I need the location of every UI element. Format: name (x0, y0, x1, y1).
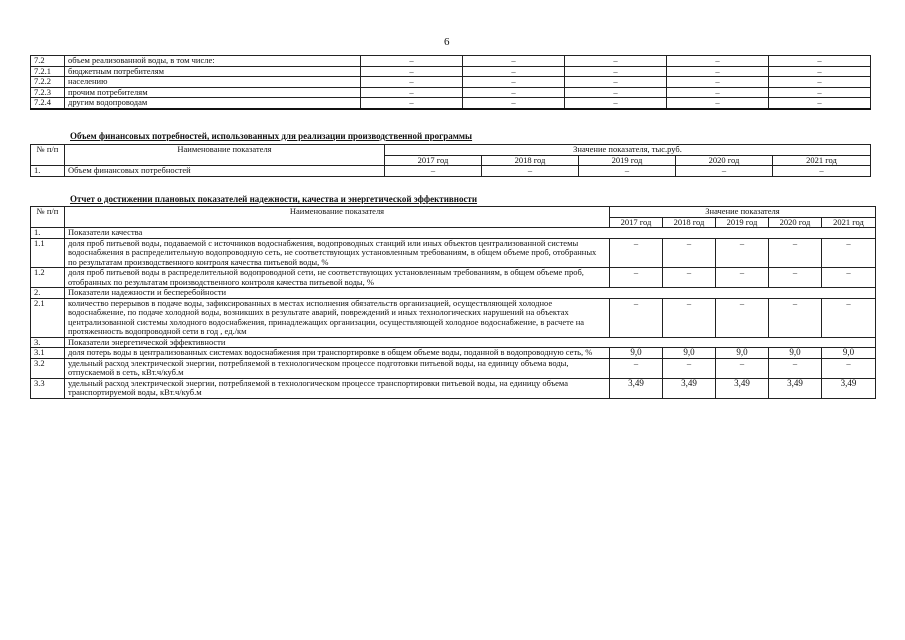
row-value: – (463, 77, 565, 88)
row-value: – (361, 66, 463, 77)
table-row (31, 166, 871, 177)
row-value: – (565, 56, 667, 67)
row-number: 1.2 (31, 268, 65, 288)
section-title: Показатели энергетической эффективности (65, 337, 876, 348)
table-row (31, 358, 876, 378)
row-value: – (667, 77, 769, 88)
row-number: 3.3 (31, 378, 65, 398)
row-number: 2.1 (31, 298, 65, 337)
row-value: – (716, 298, 769, 337)
row-value: – (769, 77, 871, 88)
row-name: другим водопроводам (65, 98, 361, 109)
row-value: – (769, 87, 871, 98)
row-value: – (610, 238, 663, 268)
header-no: № п/п (31, 145, 65, 166)
row-number: 7.2.3 (31, 87, 65, 98)
header-name: Наименование показателя (65, 207, 610, 228)
row-value: – (463, 98, 565, 109)
row-value: – (663, 238, 716, 268)
header-value: Значение показателя (610, 207, 876, 218)
indicators-table (30, 206, 876, 399)
row-number: 1. (31, 166, 65, 177)
row-value: – (663, 268, 716, 288)
row-value: – (769, 298, 822, 337)
row-value: – (463, 87, 565, 98)
row-value: 9,0 (822, 348, 876, 359)
year-header: 2021 год (822, 217, 876, 228)
row-value: – (610, 298, 663, 337)
row-number: 1. (31, 228, 65, 239)
row-number: 3. (31, 337, 65, 348)
row-value: – (361, 77, 463, 88)
row-value: – (361, 56, 463, 67)
year-header: 2021 год (773, 155, 871, 166)
header-name: Наименование показателя (65, 145, 385, 166)
row-value: 3,49 (769, 378, 822, 398)
table-row (31, 348, 876, 359)
year-header: 2019 год (716, 217, 769, 228)
section-row (31, 288, 876, 299)
water-sales-table (30, 55, 871, 110)
row-value: – (667, 56, 769, 67)
row-name: удельный расход электрической энергии, потребляемой в технологическом процессе подготовки питьевой воды, на единицу объема воды, отпускаемой в сеть, кВт.ч/куб.м (65, 358, 610, 378)
row-value: – (610, 358, 663, 378)
row-name: Объем финансовых потребностей (65, 166, 385, 177)
row-value: – (769, 268, 822, 288)
row-name: доля проб питьевой воды в распределительной водопроводной сети, не соответствующих установленным требованиям, в общем объеме проб, отобранных по результатам производственного контроля качества питьевой воды, % (65, 268, 610, 288)
page-number: 6 (444, 36, 450, 48)
row-name: населению (65, 77, 361, 88)
table-row (31, 77, 871, 88)
table-row (31, 238, 876, 268)
row-value: 3,49 (663, 378, 716, 398)
row-value: 3,49 (716, 378, 769, 398)
year-header: 2017 год (610, 217, 663, 228)
row-name: объем реализованной воды, в том числе: (65, 56, 361, 67)
row-number: 7.2 (31, 56, 65, 67)
row-number: 3.1 (31, 348, 65, 359)
row-value: – (769, 238, 822, 268)
row-value: – (579, 166, 676, 177)
row-value: – (565, 66, 667, 77)
row-value: – (463, 66, 565, 77)
row-value: – (663, 298, 716, 337)
row-value: 9,0 (716, 348, 769, 359)
section-row (31, 337, 876, 348)
row-value: 3,49 (610, 378, 663, 398)
year-header: 2018 год (482, 155, 579, 166)
row-number: 7.2.4 (31, 98, 65, 109)
row-value: – (667, 87, 769, 98)
row-value: – (769, 66, 871, 77)
row-value: – (822, 358, 876, 378)
row-value: – (822, 268, 876, 288)
section-row (31, 228, 876, 239)
row-value: – (361, 87, 463, 98)
row-value: – (663, 358, 716, 378)
row-value: – (676, 166, 773, 177)
row-name: доля проб питьевой воды, подаваемой с источников водоснабжения, водопроводных станций или иных объектов централизованной системы водоснабжения в распределительную водопроводную сеть, не соответствующих установленным требованиям, в общем объеме проб, отобранных по результатам производственного контроля качества питьевой воды, % (65, 238, 610, 268)
table-row (31, 378, 876, 398)
row-number: 7.2.1 (31, 66, 65, 77)
row-number: 1.1 (31, 238, 65, 268)
table-row (31, 268, 876, 288)
table-row (31, 66, 871, 77)
row-number: 7.2.2 (31, 77, 65, 88)
indicators-caption: Отчет о достижении плановых показателей надежности, качества и энергетической эффективности (70, 194, 478, 204)
table-row (31, 98, 871, 109)
row-name: удельный расход электрической энергии, потребляемой в технологическом процессе транспортировки питьевой воды, на единицу объема транспортируемой воды, кВт.ч/куб.м (65, 378, 610, 398)
row-value: 3,49 (822, 378, 876, 398)
financial-needs-caption: Объем финансовых потребностей, использованных для реализации производственной программы (70, 131, 473, 141)
row-value: – (716, 268, 769, 288)
header-value: Значение показателя, тыс.руб. (385, 145, 871, 156)
row-value: – (769, 98, 871, 109)
table-row (31, 56, 871, 67)
row-number: 2. (31, 288, 65, 299)
row-value: – (822, 298, 876, 337)
row-value: – (565, 87, 667, 98)
year-header: 2018 год (663, 217, 716, 228)
row-name: прочим потребителям (65, 87, 361, 98)
row-value: – (463, 56, 565, 67)
row-value: – (667, 66, 769, 77)
row-value: – (385, 166, 482, 177)
year-header: 2020 год (769, 217, 822, 228)
row-name: бюджетным потребителям (65, 66, 361, 77)
row-value: – (565, 77, 667, 88)
financial-needs-table (30, 144, 871, 177)
row-value: 9,0 (663, 348, 716, 359)
row-value: – (667, 98, 769, 109)
year-header: 2017 год (385, 155, 482, 166)
row-value: – (610, 268, 663, 288)
row-value: 9,0 (769, 348, 822, 359)
year-header: 2020 год (676, 155, 773, 166)
row-value: – (769, 358, 822, 378)
row-value: – (822, 238, 876, 268)
row-value: – (716, 358, 769, 378)
section-title: Показатели надежности и бесперебойности (65, 288, 876, 299)
row-value: – (565, 98, 667, 109)
table-row (31, 87, 871, 98)
row-value: – (482, 166, 579, 177)
row-name: доля потерь воды в централизованных системах водоснабжения при транспортировке в общем объеме воды, поданной в водопроводную сеть, % (65, 348, 610, 359)
row-value: – (716, 238, 769, 268)
section-title: Показатели качества (65, 228, 876, 239)
row-value: – (361, 98, 463, 109)
row-number: 3.2 (31, 358, 65, 378)
year-header: 2019 год (579, 155, 676, 166)
header-no: № п/п (31, 207, 65, 228)
row-value: 9,0 (610, 348, 663, 359)
table-row (31, 298, 876, 337)
row-value: – (769, 56, 871, 67)
row-name: количество перерывов в подаче воды, зафиксированных в местах исполнения обязательств организацией, осуществляющей холодное водоснабжение, по подаче холодной воды, возникших в результате аварий, повреждений и иных технологических нарушений на объектах централизованной системы холодного водоснабжения, принадлежащих организации, осуществляющей холодное водоснабжение, в расчете на протяженность водопроводной сети в год , ед./км (65, 298, 610, 337)
row-value: – (773, 166, 871, 177)
